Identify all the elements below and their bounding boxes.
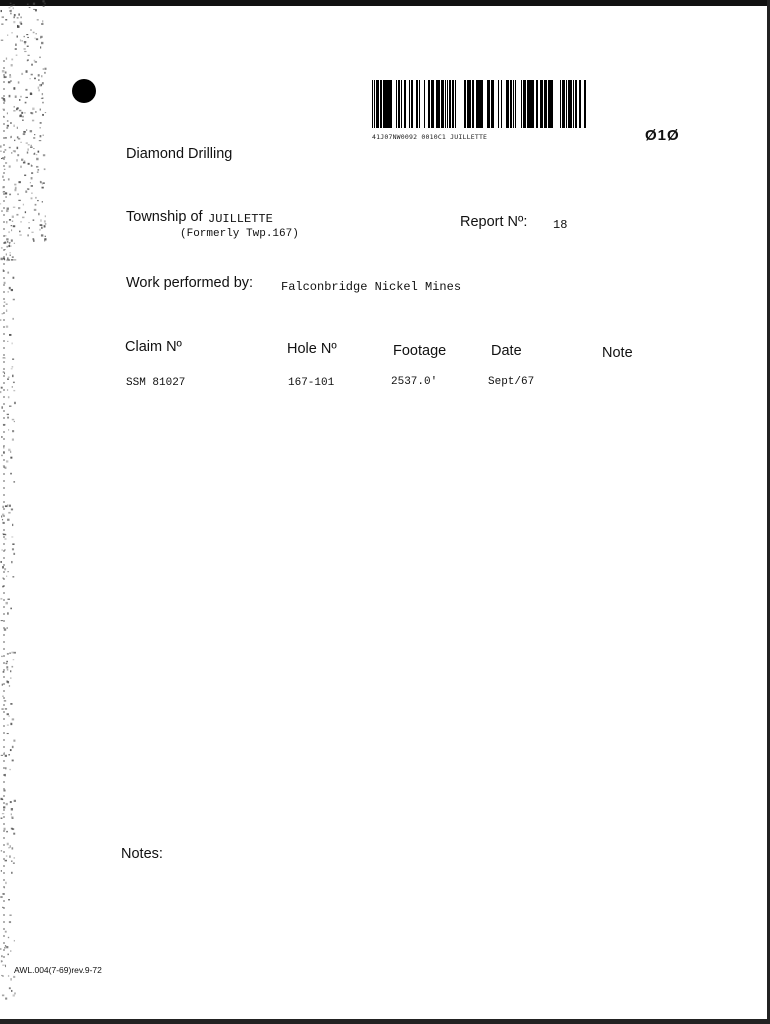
row-footage: 2537.0' bbox=[391, 376, 438, 388]
form-footer-code: AWL.004(7-69)rev.9-72 bbox=[14, 965, 102, 975]
report-number: 18 bbox=[553, 218, 568, 232]
row-claim-number: SSM 81027 bbox=[126, 377, 186, 389]
work-performed-label: Work performed by: bbox=[126, 275, 254, 291]
report-number-label: Report Nº: bbox=[460, 214, 528, 230]
footage-header: Footage bbox=[393, 343, 447, 359]
barcode bbox=[372, 80, 590, 128]
form-code: Ø1Ø bbox=[645, 127, 680, 144]
row-date: Sept/67 bbox=[488, 376, 535, 388]
scan-bottom-edge bbox=[0, 1019, 770, 1024]
work-performed-value: Falconbridge Nickel Mines bbox=[281, 280, 462, 294]
township-former-name: (Formerly Twp.167) bbox=[180, 228, 299, 240]
township-name: JUILLETTE bbox=[208, 212, 273, 226]
township-label: Township of bbox=[126, 209, 203, 225]
hole-number-header: Hole Nº bbox=[287, 341, 337, 357]
scan-left-edge-noise bbox=[0, 0, 60, 1024]
date-header: Date bbox=[491, 343, 522, 359]
punch-hole bbox=[72, 79, 96, 103]
note-header: Note bbox=[602, 345, 633, 361]
notes-label: Notes: bbox=[121, 846, 163, 862]
barcode-text: 41J07NW0092 0010C1 JUILLETTE bbox=[372, 133, 488, 141]
document-title: Diamond Drilling bbox=[126, 146, 233, 162]
row-hole-number: 167-101 bbox=[288, 377, 335, 389]
scan-top-edge bbox=[0, 0, 770, 6]
claim-number-header: Claim Nº bbox=[125, 339, 182, 355]
